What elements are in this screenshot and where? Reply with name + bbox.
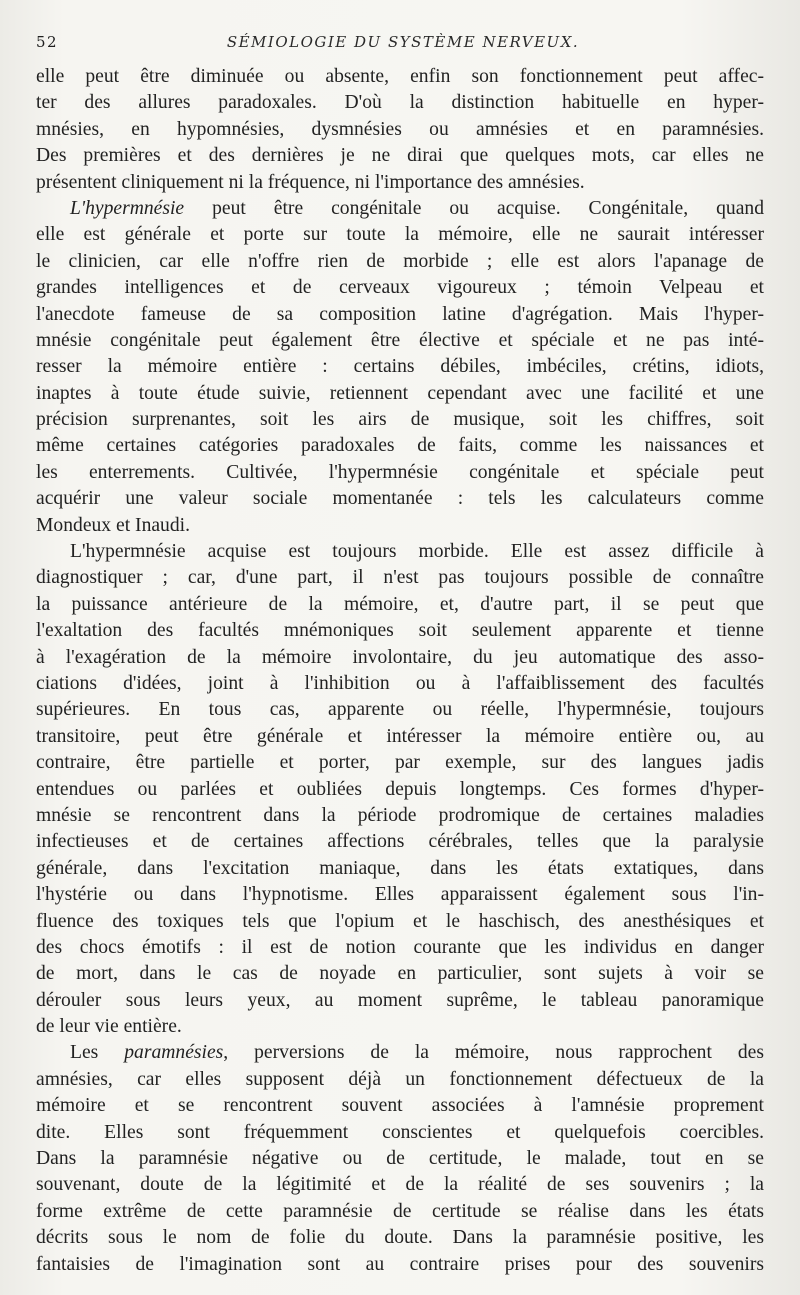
text-line: elle peut être diminuée ou absente, enfin son fonctionnement peut affec-	[36, 66, 764, 87]
body-text	[36, 64, 764, 1278]
text-line: de leur vie entière.	[36, 1016, 182, 1038]
text-line: de mort, dans le cas de noyade en particulier, sont sujets à voir se	[36, 963, 764, 985]
text-line: ter des allures paradoxales. D'où la distinction habituelle en hyper-	[36, 92, 764, 114]
text-line: L'hypermnésie acquise est toujours morbide. Elle est assez difficile à	[70, 541, 764, 563]
text-line: elle est générale et porte sur toute la mémoire, elle ne saurait intéresser	[36, 224, 764, 246]
text-line: fantaisies de l'imagination sont au contraire prises pour des souvenirs	[36, 1253, 764, 1275]
text-line: précision surprenantes, soit les airs de musique, soit les chiffres, soit	[36, 409, 764, 431]
text-line: la puissance antérieure de la mémoire, et, d'autre part, il se peut que	[36, 593, 764, 615]
text-line: transitoire, peut être générale et intéresser la mémoire entière ou, au	[36, 725, 764, 747]
text-line: ciations d'idées, joint à l'inhibition ou à l'affaiblissement des facultés	[36, 672, 764, 694]
text-line: mnésies, en hypomnésies, dysmnésies ou amnésies et en paramnésies.	[36, 118, 764, 140]
text-line: Dans la paramnésie négative ou de certitude, le malade, tout en se	[36, 1148, 764, 1170]
text-line: dérouler sous leurs yeux, au moment suprême, le tableau panoramique	[36, 989, 764, 1011]
text-line: grandes intelligences et de cerveaux vigoureux ; témoin Velpeau et	[36, 277, 764, 299]
text-line: mnésie congénitale peut également être élective et spéciale et ne pas inté-	[36, 329, 764, 351]
text-line: forme extrême de cette paramnésie de certitude se réalise dans les états	[36, 1200, 764, 1222]
text-line: amnésies, car elles supposent déjà un fonctionnement défectueux de la	[36, 1068, 764, 1090]
text-line: même certaines catégories paradoxales de faits, comme les naissances et	[36, 435, 764, 457]
text-line: acquérir une valeur sociale momentanée : tels les calculateurs comme	[36, 488, 764, 510]
text-line: dite. Elles sont fréquemment conscientes et quelquefois coercibles.	[36, 1121, 764, 1143]
text-line: Les paramnésies, perversions de la mémoire, nous rapprochent des	[70, 1042, 764, 1064]
text-line: supérieures. En tous cas, apparente ou réelle, l'hypermnésie, toujours	[36, 699, 764, 721]
text-line: diagnostiquer ; car, d'une part, il n'est pas toujours possible de connaître	[36, 567, 764, 589]
text-line: resser la mémoire entière : certains débiles, imbéciles, crétins, idiots,	[36, 356, 764, 378]
text-line: L'hypermnésie peut être congénitale ou acquise. Congénitale, quand	[70, 197, 764, 219]
text-line: mnésie se rencontrent dans la période prodromique de certaines maladies	[36, 804, 764, 826]
text-line: générale, dans l'excitation maniaque, dans les états extatiques, dans	[36, 857, 764, 879]
running-head	[36, 33, 770, 55]
text-line: le clinicien, car elle n'offre rien de morbide ; elle est alors l'apanage de	[36, 250, 764, 272]
text-line: des chocs émotifs : il est de notion courante que les individus en danger	[36, 936, 764, 958]
term-paramnesies: paramnésies	[124, 1042, 224, 1064]
paragraph-1	[36, 64, 764, 196]
text-line: l'anecdote fameuse de sa composition latine d'agrégation. Mais l'hyper-	[36, 303, 764, 325]
text-line: entendues ou parlées et oubliées depuis longtemps. Ces formes d'hyper-	[36, 778, 764, 800]
page-number: 52	[36, 33, 59, 51]
text-line: inaptes à toute étude suivie, retiennent cependant avec une facilité et une	[36, 382, 764, 404]
text-line: les enterrements. Cultivée, l'hypermnésie congénitale et spéciale peut	[36, 461, 764, 483]
text-line: souvenant, doute de la légitimité et de la réalité de ses souvenirs ; la	[36, 1174, 764, 1196]
text-line: l'exaltation des facultés mnémoniques soit seulement apparente et tienne	[36, 620, 764, 642]
paragraph-4	[36, 1040, 764, 1278]
text-line: présentent cliniquement ni la fréquence, ni l'importance des amnésies.	[36, 171, 585, 193]
text-line: mémoire et se rencontrent souvent associées à l'amnésie proprement	[36, 1095, 764, 1117]
term-hypermnesie: L'hypermnésie	[70, 197, 185, 219]
text-line: fluence des toxiques tels que l'opium et le haschisch, des anesthésiques et	[36, 910, 764, 932]
text-line: contraire, être partielle et porter, par exemple, sur des langues jadis	[36, 752, 764, 774]
text-line: infectieuses et de certaines affections cérébrales, telles que la paralysie	[36, 831, 764, 853]
paragraph-2	[36, 196, 764, 539]
running-title: SÉMIOLOGIE DU SYSTÈME NERVEUX.	[226, 33, 580, 51]
text-line: Des premières et des dernières je ne dirai que quelques mots, car elles ne	[36, 145, 764, 167]
text-line: décrits sous le nom de folie du doute. Dans la paramnésie positive, les	[36, 1227, 764, 1249]
text-line: à l'exagération de la mémoire involontaire, du jeu automatique des asso-	[36, 646, 764, 668]
text-line: Mondeux et Inaudi.	[36, 514, 190, 536]
paragraph-3	[36, 539, 764, 1040]
text-line: l'hystérie ou dans l'hypnotisme. Elles apparaissent également sous l'in-	[36, 884, 764, 906]
